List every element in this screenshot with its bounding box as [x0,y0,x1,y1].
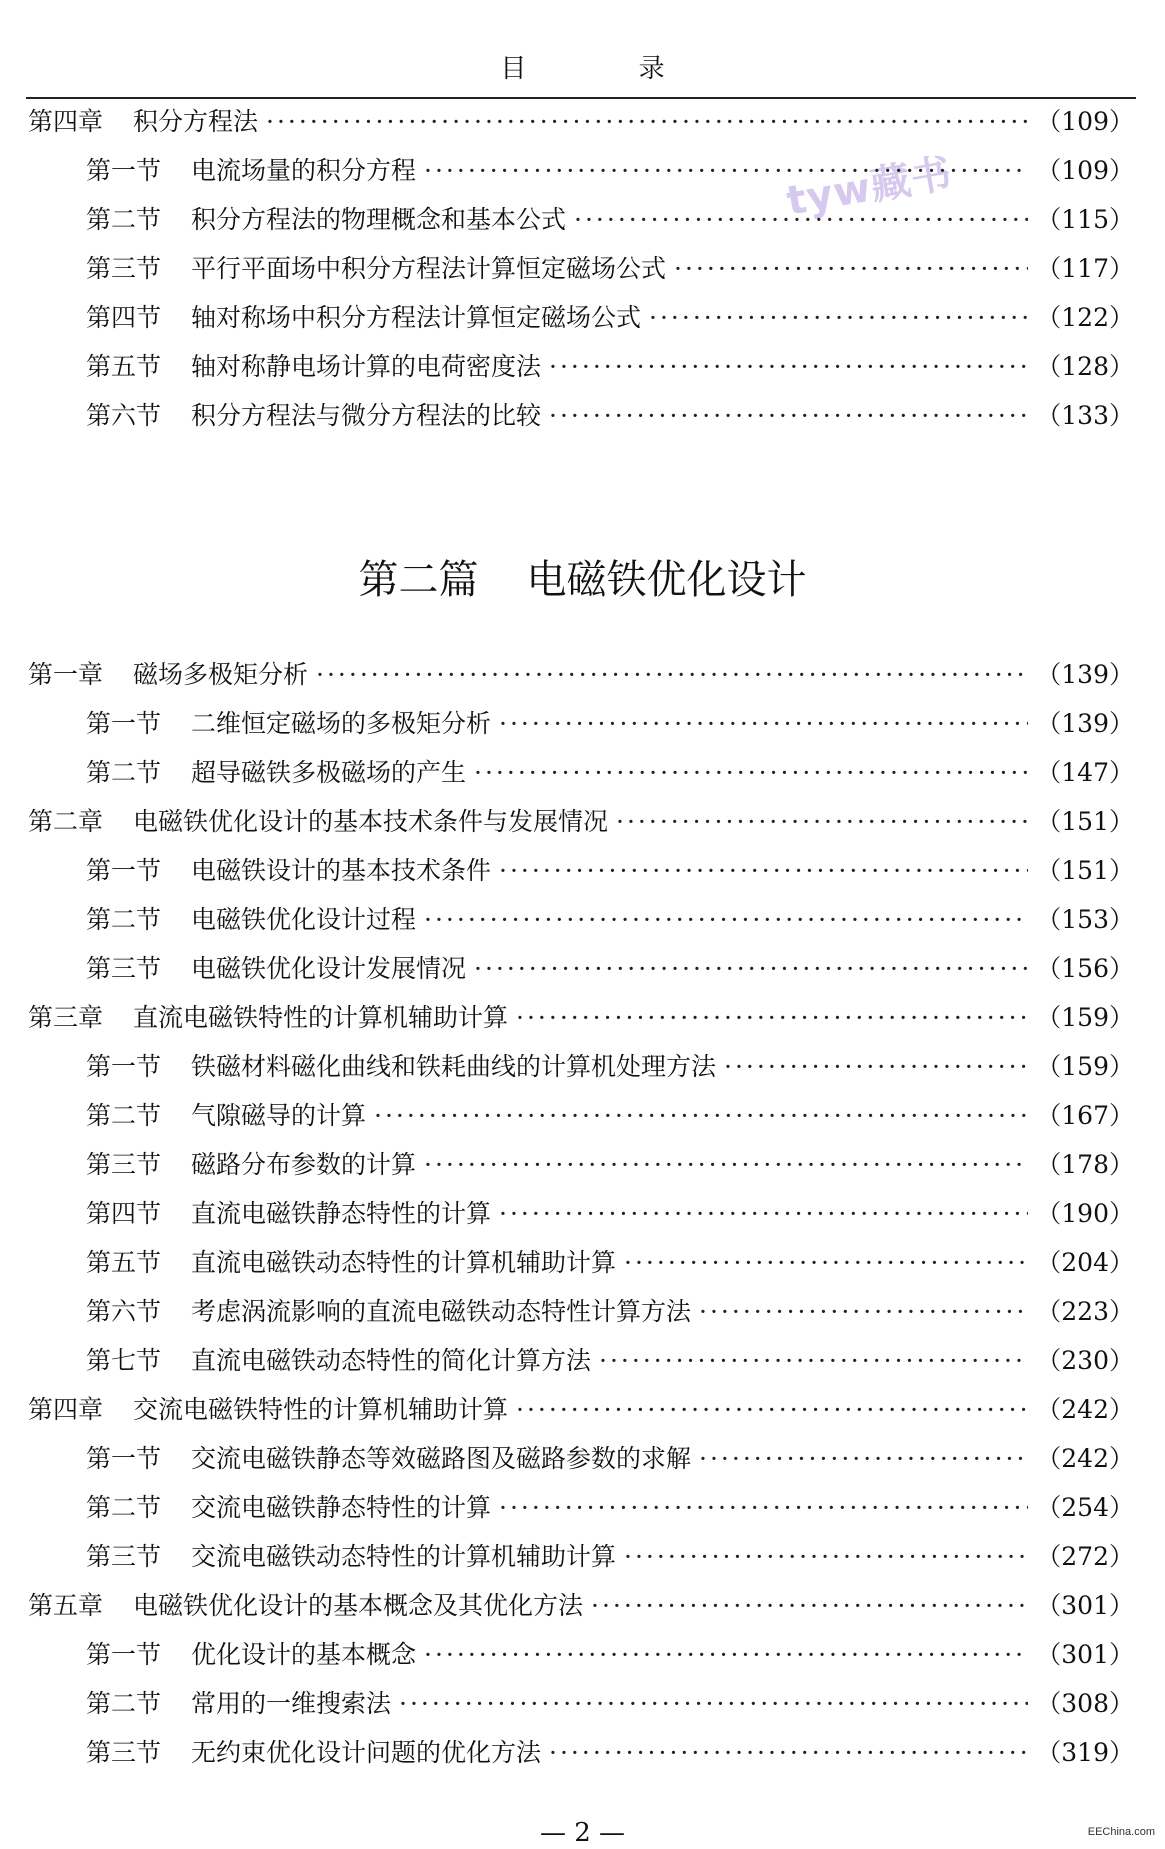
toc-entry-page: （272） [1036,1542,1134,1571]
part-title [0,548,1165,605]
toc-entry-number: 第一节 [86,1640,162,1669]
toc-section-entry[interactable] [28,1145,1134,1194]
toc-entry-page: （122） [1036,303,1134,332]
toc-entry-title: 积分方程法 [133,107,259,136]
toc-entry-page: （204） [1036,1248,1134,1277]
dot-leader [649,303,1028,332]
dot-leader [266,107,1028,136]
toc-part2 [28,655,1134,1782]
toc-entry-title: 直流电磁铁特性的计算机辅助计算 [133,1003,509,1032]
toc-entry-page: （301） [1036,1640,1134,1669]
dot-leader [499,1199,1028,1228]
toc-entry-number: 第五节 [86,1248,162,1277]
toc-section-entry[interactable] [28,1243,1134,1292]
toc-entry-title: 交流电磁铁静态特性的计算 [191,1493,492,1522]
toc-chapter-entry[interactable] [28,802,1134,851]
toc-entry-number: 第二节 [86,205,162,234]
toc-section-entry[interactable] [28,753,1134,802]
toc-entry-title: 电磁铁优化设计过程 [191,905,417,934]
dot-leader [724,1052,1028,1081]
toc-entry-page: （109） [1036,107,1134,136]
toc-entry-title: 磁场多极矩分析 [133,660,309,689]
toc-entry-title: 平行平面场中积分方程法计算恒定磁场公式 [191,254,667,283]
toc-section-entry[interactable] [28,1341,1134,1390]
toc-entry-page: （159） [1036,1003,1134,1032]
toc-section-entry[interactable] [28,1635,1134,1684]
part-name: 电磁铁优化设计 [526,557,807,603]
toc-section-entry[interactable] [28,1537,1134,1586]
part-label: 第二篇 [358,557,479,603]
toc-entry-number: 第二节 [86,1689,162,1718]
toc-entry-title: 直流电磁铁动态特性的简化计算方法 [191,1346,592,1375]
toc-entry-title: 电磁铁优化设计发展情况 [191,954,467,983]
toc-entry-number: 第二节 [86,1493,162,1522]
toc-entry-number: 第一节 [86,856,162,885]
toc-entry-title: 积分方程法与微分方程法的比较 [191,401,542,430]
toc-entry-number: 第一节 [86,709,162,738]
toc-entry-page: （133） [1036,401,1134,430]
dot-leader [599,1346,1028,1375]
toc-entry-number: 第三章 [28,1003,104,1032]
toc-entry-page: （242） [1036,1444,1134,1473]
toc-section-entry[interactable] [28,1488,1134,1537]
toc-entry-page: （167） [1036,1101,1134,1130]
toc-entry-title: 电磁铁优化设计的基本概念及其优化方法 [133,1591,584,1620]
toc-entry-page: （109） [1036,156,1134,185]
toc-entry-title: 直流电磁铁动态特性的计算机辅助计算 [191,1248,617,1277]
dot-leader [374,1101,1028,1130]
toc-section-entry[interactable] [28,200,1134,249]
toc-entry-title: 轴对称场中积分方程法计算恒定磁场公式 [191,303,642,332]
toc-entry-number: 第五章 [28,1591,104,1620]
watermark-stamp: tyw藏书 [783,150,956,225]
dot-leader [674,254,1028,283]
toc-chapter-entry[interactable] [28,1586,1134,1635]
toc-entry-number: 第六节 [86,1297,162,1326]
toc-section-entry[interactable] [28,396,1134,445]
dot-leader [499,709,1028,738]
dot-leader [574,205,1028,234]
dot-leader [549,1738,1028,1767]
toc-section-entry[interactable] [28,1684,1134,1733]
toc-entry-title: 二维恒定磁场的多极矩分析 [191,709,492,738]
toc-entry-page: （151） [1036,807,1134,836]
dot-leader [516,1003,1028,1032]
toc-section-entry[interactable] [28,298,1134,347]
toc-entry-title: 磁路分布参数的计算 [191,1150,417,1179]
toc-entry-title: 电流场量的积分方程 [191,156,417,185]
toc-entry-number: 第一节 [86,1052,162,1081]
toc-section-entry[interactable] [28,1733,1134,1782]
toc-entry-page: （159） [1036,1052,1134,1081]
toc-entry-page: （117） [1036,254,1134,283]
dot-leader [699,1297,1028,1326]
toc-entry-page: （242） [1036,1395,1134,1424]
dot-leader [499,1493,1028,1522]
toc-entry-number: 第三节 [86,954,162,983]
toc-top [28,102,1134,445]
toc-entry-number: 第二节 [86,758,162,787]
dot-leader [424,1150,1028,1179]
dot-leader [316,660,1028,689]
toc-entry-page: （223） [1036,1297,1134,1326]
toc-section-entry[interactable] [28,1096,1134,1145]
toc-section-entry[interactable] [28,851,1134,900]
running-head: 目 录 [500,54,717,84]
toc-section-entry[interactable] [28,1194,1134,1243]
toc-entry-title: 气隙磁导的计算 [191,1101,367,1130]
toc-entry-page: （319） [1036,1738,1134,1767]
toc-entry-page: （139） [1036,660,1134,689]
toc-entry-number: 第四章 [28,107,104,136]
toc-section-entry[interactable] [28,704,1134,753]
toc-entry-number: 第五节 [86,352,162,381]
toc-entry-number: 第三节 [86,1150,162,1179]
toc-entry-page: （254） [1036,1493,1134,1522]
toc-entry-title: 交流电磁铁动态特性的计算机辅助计算 [191,1542,617,1571]
toc-entry-number: 第四章 [28,1395,104,1424]
toc-entry-page: （151） [1036,856,1134,885]
toc-entry-page: （178） [1036,1150,1134,1179]
toc-entry-page: （153） [1036,905,1134,934]
toc-section-entry[interactable] [28,900,1134,949]
toc-section-entry[interactable] [28,347,1134,396]
toc-entry-number: 第四节 [86,1199,162,1228]
header-rule [26,97,1136,99]
toc-entry-number: 第二节 [86,1101,162,1130]
dot-leader [549,352,1028,381]
toc-entry-number: 第一章 [28,660,104,689]
page-number: — 2 — [539,1818,626,1848]
toc-entry-page: （230） [1036,1346,1134,1375]
toc-entry-title: 交流电磁铁静态等效磁路图及磁路参数的求解 [191,1444,692,1473]
toc-section-entry[interactable] [28,151,1134,200]
toc-section-entry[interactable] [28,1292,1134,1341]
toc-entry-number: 第六节 [86,401,162,430]
toc-chapter-entry[interactable] [28,998,1134,1047]
toc-entry-page: （190） [1036,1199,1134,1228]
toc-entry-title: 积分方程法的物理概念和基本公式 [191,205,567,234]
toc-entry-title: 铁磁材料磁化曲线和铁耗曲线的计算机处理方法 [191,1052,717,1081]
dot-leader [424,156,1028,185]
dot-leader [591,1591,1028,1620]
toc-entry-page: （115） [1036,205,1134,234]
dot-leader [474,954,1028,983]
toc-entry-number: 第三节 [86,1738,162,1767]
dot-leader [616,807,1028,836]
toc-entry-number: 第二节 [86,905,162,934]
toc-entry-title: 直流电磁铁静态特性的计算 [191,1199,492,1228]
toc-entry-number: 第一节 [86,1444,162,1473]
toc-entry-page: （139） [1036,709,1134,738]
toc-entry-title: 轴对称静电场计算的电荷密度法 [191,352,542,381]
dot-leader [549,401,1028,430]
toc-entry-title: 电磁铁设计的基本技术条件 [191,856,492,885]
toc-entry-number: 第二章 [28,807,104,836]
dot-leader [474,758,1028,787]
dot-leader [399,1689,1028,1718]
toc-entry-number: 第一节 [86,156,162,185]
toc-entry-title: 交流电磁铁特性的计算机辅助计算 [133,1395,509,1424]
toc-entry-number: 第三节 [86,1542,162,1571]
toc-entry-title: 无约束优化设计问题的优化方法 [191,1738,542,1767]
toc-entry-number: 第七节 [86,1346,162,1375]
toc-entry-title: 电磁铁优化设计的基本技术条件与发展情况 [133,807,609,836]
toc-entry-page: （128） [1036,352,1134,381]
dot-leader [424,1640,1028,1669]
toc-entry-number: 第三节 [86,254,162,283]
dot-leader [424,905,1028,934]
dot-leader [499,856,1028,885]
toc-section-entry[interactable] [28,1047,1134,1096]
toc-chapter-entry[interactable] [28,655,1134,704]
toc-entry-title: 优化设计的基本概念 [191,1640,417,1669]
toc-section-entry[interactable] [28,249,1134,298]
source-credit: EEChina.com [1087,1826,1155,1838]
toc-entry-page: （147） [1036,758,1134,787]
toc-entry-page: （308） [1036,1689,1134,1718]
toc-entry-title: 常用的一维搜索法 [191,1689,392,1718]
toc-entry-title: 超导磁铁多极磁场的产生 [191,758,467,787]
dot-leader [516,1395,1028,1424]
toc-entry-page: （301） [1036,1591,1134,1620]
toc-entry-title: 考虑涡流影响的直流电磁铁动态特性计算方法 [191,1297,692,1326]
toc-chapter-entry[interactable] [28,1390,1134,1439]
dot-leader [699,1444,1028,1473]
toc-chapter-entry[interactable] [28,102,1134,151]
toc-entry-page: （156） [1036,954,1134,983]
toc-section-entry[interactable] [28,1439,1134,1488]
dot-leader [624,1248,1028,1277]
toc-section-entry[interactable] [28,949,1134,998]
dot-leader [624,1542,1028,1571]
toc-entry-number: 第四节 [86,303,162,332]
